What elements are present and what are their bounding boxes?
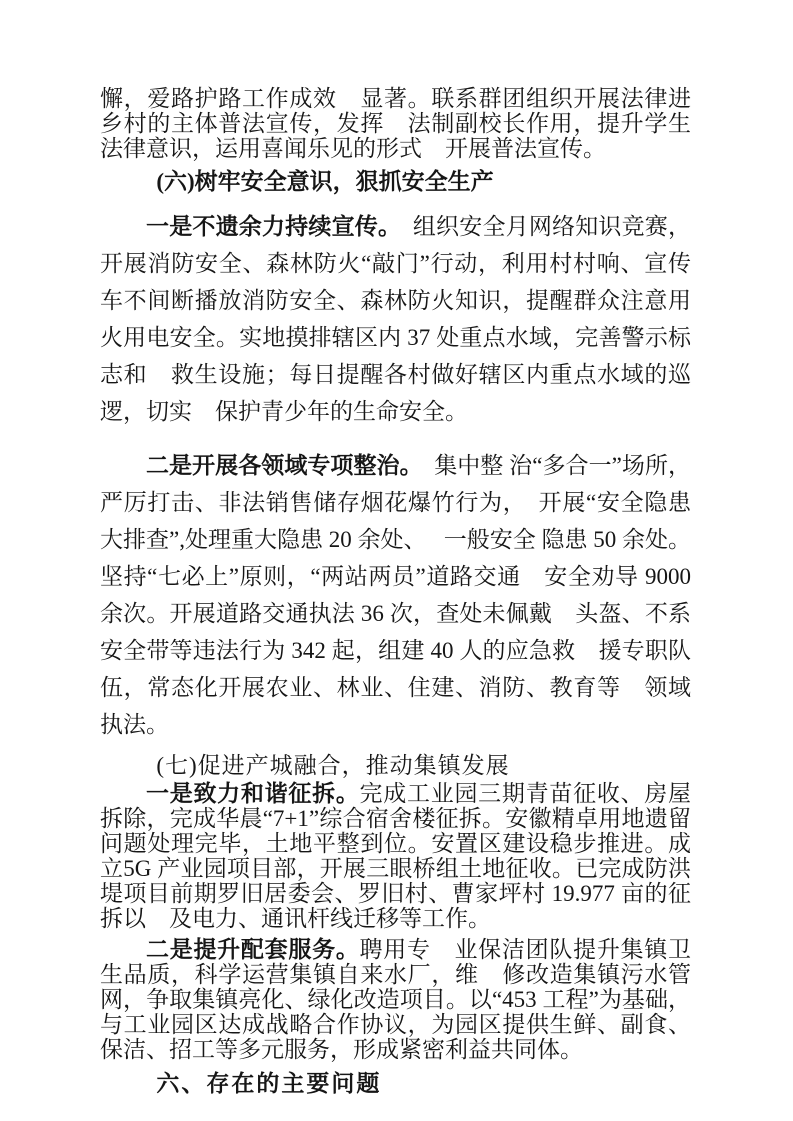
section-6-heading: (六)树牢安全意识，狠抓安全生产 bbox=[156, 169, 494, 194]
paragraph-special-rectification-lead: 二是开展各领域专项整治。 bbox=[146, 453, 412, 478]
section-main-issues-heading: 六、存在的主要问题 bbox=[156, 1071, 382, 1096]
paragraph-supporting-services bbox=[100, 937, 691, 1062]
paragraph-special-rectification-body: 集中整 治“多合一”场所，严厉打击、非法销售储存烟花爆竹行为， 开展“安全隐患大排查”,处理重大隐患 20 余处、 一般安全 隐患 50 余处。坚持“七必上”原则，“两站两员”道路交通 安全劝导 9000 余次。开展道路交通执法 36 次，查处未佩戴 头盔、不系安全带等违法行为 342 起，组建 40 人的应急救 援专职队伍，常态化开展农业、林业、住建、消防、教育等 领域执法。 bbox=[100, 453, 691, 737]
paragraph-supporting-services-body: 聘用专 业保洁团队提升集镇卫生品质，科学运营集镇自来水厂，维 修改造集镇污水管网，争取集镇亮化、绿化改造项目。以“453 工程”为基础，与工业园区达成战略合作协议，为园区提供生鲜、副食、保洁、招工等多元服务，形成紧密利益共同体。 bbox=[100, 937, 692, 1062]
paragraph-safety-publicity bbox=[100, 208, 691, 430]
paragraph-safety-publicity-lead: 一是不遗余力持续宣传。 bbox=[146, 214, 390, 239]
paragraph-safety-publicity-body: 组织安全月网络知识竞赛，开展消防安全、森林防火“敲门”行动，利用村村响、宣传车不间断播放消防安全、森林防火知识，提醒群众注意用火用电安全。实地摸排辖区内 37 处重点水域，完善警示标志和 救生设施；每日提醒各村做好辖区内重点水域的巡逻，切实 保护青少年的生命安全。 bbox=[100, 214, 692, 424]
paragraph-harmonious-demolition-body: 完成工业园三期青苗征收、房屋拆除，完成华晨“7+1”综合宿舍楼征拆。安徽精卓用地遗留问题处理完毕，土地平整到位。安置区建设稳步推进。成立5G 产业园项目部，开展三眼桥组土地征收。已完成防洪堤项目前期罗旧居委会、罗旧村、曹家坪村 19.977 亩的征拆以 及电力、通讯杆线迁移等工作。 bbox=[100, 781, 692, 931]
paragraph-special-rectification bbox=[100, 447, 691, 743]
paragraph-supporting-services-lead: 二是提升配套服务。 bbox=[146, 937, 360, 962]
paragraph-harmonious-demolition bbox=[100, 781, 691, 931]
paragraph-law-publicity: 懈，爱路护路工作成效 显著。联系群团组织开展法律进乡村的主体普法宣传，发挥 法制副校长作用，提升学生法律意识，运用喜闻乐见的形式 开展普法宣传。 bbox=[100, 86, 691, 161]
paragraph-harmonious-demolition-lead: 一是致力和谐征拆。 bbox=[146, 781, 360, 806]
section-7-heading: (七)促进产城融合，推动集镇发展 bbox=[156, 753, 510, 778]
